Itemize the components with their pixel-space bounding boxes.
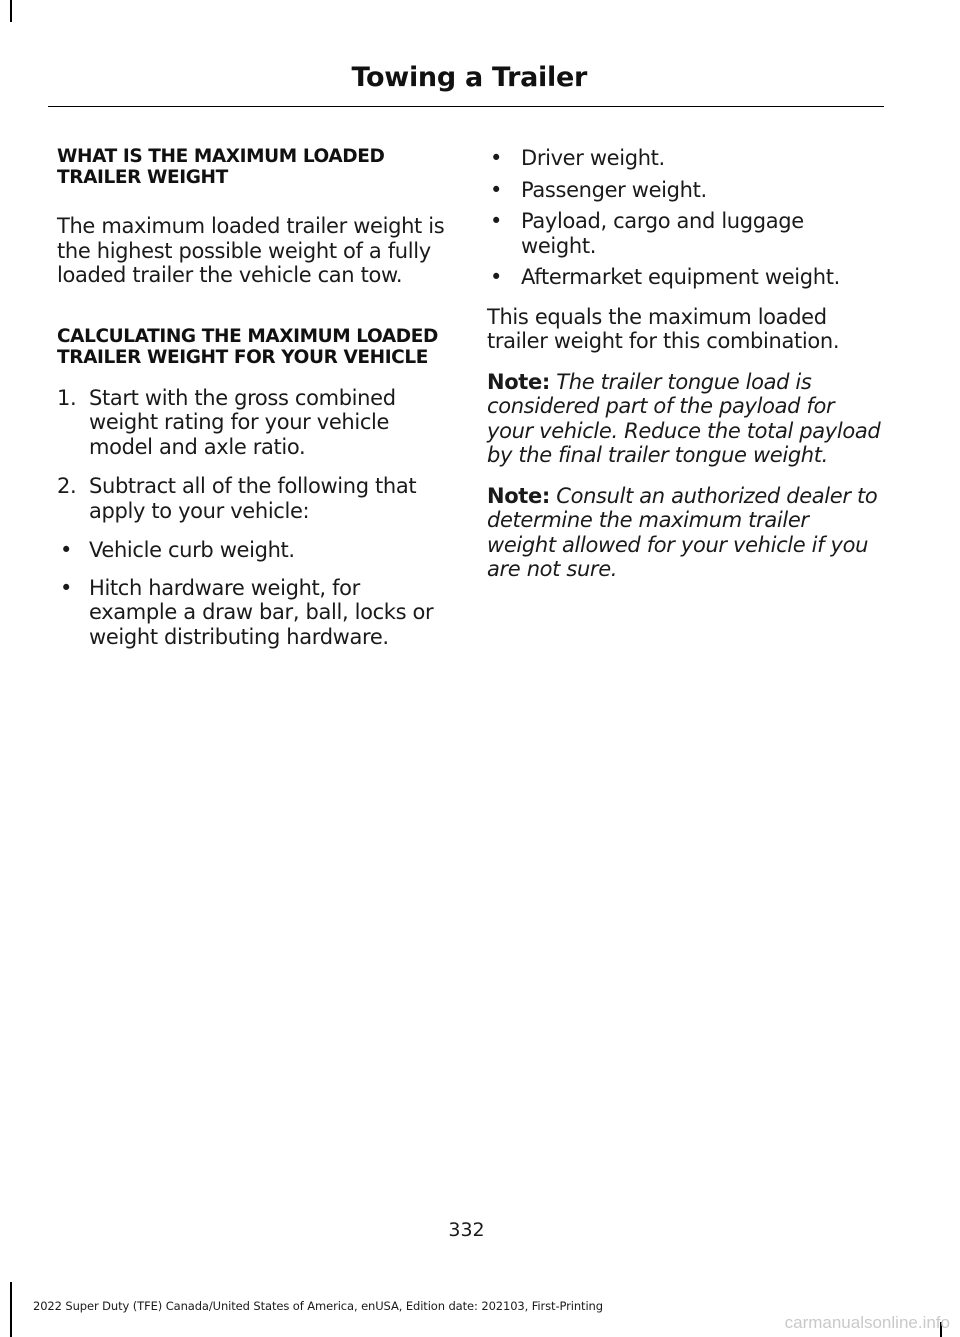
bullet-list-right xyxy=(487,146,883,290)
step-text: Start with the gross combined weight rating for your vehicle model and axle ratio. xyxy=(89,385,396,459)
intro-paragraph: The maximum loaded trailer weight is the highest possible weight of a fully loaded trailer the vehicle can tow. xyxy=(57,214,445,287)
bullet-icon: • xyxy=(60,575,73,600)
note-text: Consult an authorized dealer to determine the maximum trailer weight allowed for your vehicle if you are not sure. xyxy=(487,483,878,581)
list-item xyxy=(57,576,449,650)
bullet-text: Vehicle curb weight. xyxy=(89,538,295,562)
note-label: Note: xyxy=(487,369,550,394)
page-number: 332 xyxy=(448,1219,485,1241)
bullet-text: Payload, cargo and luggage weight. xyxy=(521,209,804,258)
bullet-text: Hitch hardware weight, for example a draw bar, ball, locks or weight distributing hardware. xyxy=(89,575,434,649)
bullet-icon: • xyxy=(60,538,73,562)
equals-paragraph: This equals the maximum loaded trailer weight for this combination. xyxy=(487,304,840,353)
edition-footer: 2022 Super Duty (TFE) Canada/United States of America, enUSA, Edition date: 202103, First-Printing xyxy=(33,1299,603,1313)
header-rule xyxy=(48,106,884,107)
bullet-icon: • xyxy=(490,265,503,289)
bullet-text: Aftermarket equipment weight. xyxy=(521,265,840,289)
step-text: Subtract all of the following that apply to your vehicle: xyxy=(89,474,417,523)
bullet-icon: • xyxy=(490,146,503,170)
left-column xyxy=(57,146,449,662)
section-heading-max-loaded-weight: WHAT IS THE MAXIMUM LOADED TRAILER WEIGHT xyxy=(57,146,385,188)
list-item xyxy=(57,474,449,523)
bullet-text: Driver weight. xyxy=(521,146,665,170)
list-item xyxy=(487,265,883,290)
note-consult-dealer xyxy=(487,484,883,582)
list-item xyxy=(487,209,883,258)
step-number: 2. xyxy=(57,474,77,498)
note-label: Note: xyxy=(487,483,550,508)
list-item xyxy=(57,386,449,460)
right-column xyxy=(487,146,883,598)
note-tongue-load xyxy=(487,370,883,468)
bullet-list-left xyxy=(57,538,449,649)
note-text: The trailer tongue load is considered part of the payload for your vehicle. Reduce the total payload by the final trailer tongue weight. xyxy=(487,369,881,467)
list-item xyxy=(57,538,449,563)
watermark-logo: carmanualsonline.info xyxy=(784,1313,950,1332)
crop-mark-top-left xyxy=(10,0,12,22)
steps-list xyxy=(57,386,449,524)
bullet-icon: • xyxy=(490,177,503,202)
list-item xyxy=(487,178,883,203)
bullet-icon: • xyxy=(490,209,503,233)
crop-mark-bottom-left xyxy=(10,1282,12,1337)
step-number: 1. xyxy=(57,385,77,410)
list-item xyxy=(487,146,883,171)
bullet-text: Passenger weight. xyxy=(521,177,707,202)
page-title: Towing a Trailer xyxy=(351,62,587,93)
section-heading-calculating: CALCULATING THE MAXIMUM LOADED TRAILER WEIGHT FOR YOUR VEHICLE xyxy=(57,325,438,368)
